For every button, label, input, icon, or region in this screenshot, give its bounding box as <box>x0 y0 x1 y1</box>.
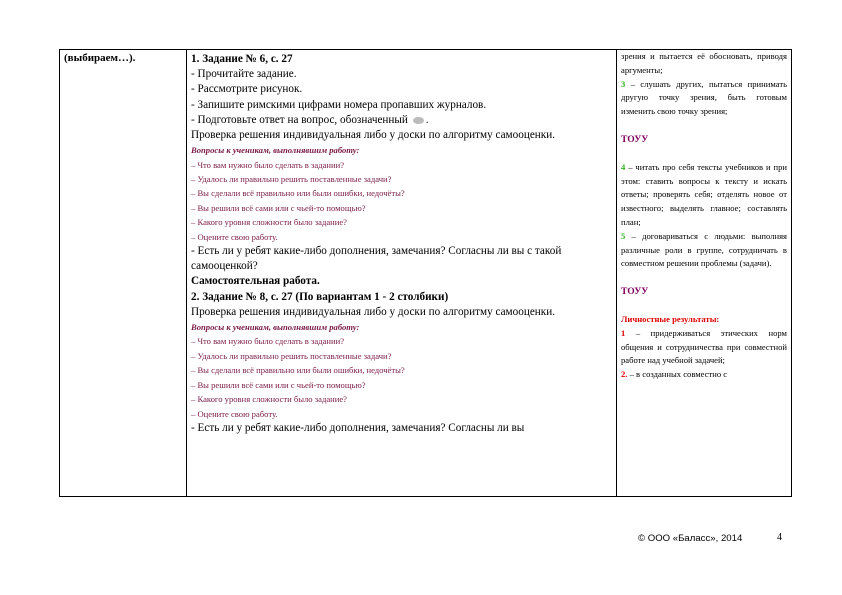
question-item: – Вы сделали всё правильно или были ошибки, недочёты? <box>191 365 405 376</box>
question-item: – Что вам нужно было сделать в задании? <box>191 159 345 170</box>
check-text: Проверка решения индивидуальная либо у доски по алгоритму самооценки. <box>191 129 555 142</box>
question-item: – Оцените свою работу. <box>191 408 278 419</box>
step-look: - Рассмотрите рисунок. <box>191 83 303 96</box>
result-paragraph: 5 – договариваться с людьми: выполняя различные роли в группе, сотрудничать в совместном решении проблемы (задачи). <box>621 230 787 269</box>
result-paragraph: 3 – слушать других, пытаться принимать другую точку зрения, быть готовым изменить свою точку зрения; <box>621 78 787 117</box>
content-cell <box>187 50 617 497</box>
lesson-table <box>59 49 792 497</box>
task1-title: 1. Задание № 6, с. 27 <box>191 53 293 65</box>
independent-work: Самостоятельная работа. <box>191 275 320 288</box>
question-item: – Какого уровня сложности было задание? <box>191 394 347 405</box>
question-item: – Вы решили всё сами или с чьей-то помощью? <box>191 379 366 390</box>
task2-title: 2. Задание № 8, с. 27 (По вариантам 1 - 2 столбики) <box>191 290 449 303</box>
result-paragraph: 2. – в созданных совместно с <box>621 369 728 380</box>
stage-text: (выбираем…). <box>64 52 136 64</box>
step-read: - Прочитайте задание. <box>191 68 297 81</box>
additions-text-2: - Есть ли у ребят какие-либо дополнения, замечания? Согласны ли вы <box>191 421 525 434</box>
results-cell <box>617 50 792 497</box>
result-paragraph: 4 – читать про себя тексты учебников и при этом: ставить вопросы к тексту и искать ответы; проверять себя; отделять новое от известного; выделять главное; составлять план; <box>621 161 787 227</box>
copyright-footer: © ООО «Баласс», 2014 <box>638 533 743 544</box>
question-item: – Оцените свою работу. <box>191 231 278 242</box>
additions-text: - Есть ли у ребят какие-либо дополнения, замечания? Согласны ли вы с такой самооценкой? <box>191 245 562 273</box>
page-number: 4 <box>777 532 782 543</box>
result-paragraph: 1 – придерживаться этических норм общения и сотрудничества при совместной работе над учебной задачей; <box>621 327 787 366</box>
touu-heading-2: ТОУУ <box>621 286 649 298</box>
question-item: – Какого уровня сложности было задание? <box>191 217 347 228</box>
question-item: – Что вам нужно было сделать в задании? <box>191 336 345 347</box>
question-item: – Удалось ли правильно решить поставленные задачи? <box>191 174 392 185</box>
step-write: - Запишите римскими цифрами номера пропавших журналов. <box>191 98 487 111</box>
touu-heading: ТОУУ <box>621 133 649 145</box>
questions-title: Вопросы к ученикам, выполнявшим работу: <box>191 145 360 156</box>
questions-title-2: Вопросы к ученикам, выполнявшим работу: <box>191 322 360 333</box>
check-text-2: Проверка решения индивидуальная либо у доски по алгоритму самооценки. <box>191 305 555 318</box>
personal-results-heading: Личностные результаты: <box>621 313 720 324</box>
question-marker-icon <box>413 117 424 124</box>
question-item: – Удалось ли правильно решить поставленные задачи? <box>191 350 392 361</box>
question-item: – Вы сделали всё правильно или были ошибки, недочёты? <box>191 188 405 199</box>
step-prepare: - Подготовьте ответ на вопрос, обозначенный . <box>191 113 429 126</box>
result-paragraph: зрения и пытается её обосновать, приводя аргументы; <box>621 51 787 75</box>
question-item: – Вы решили всё сами или с чьей-то помощью? <box>191 202 366 213</box>
stage-cell <box>60 50 187 497</box>
